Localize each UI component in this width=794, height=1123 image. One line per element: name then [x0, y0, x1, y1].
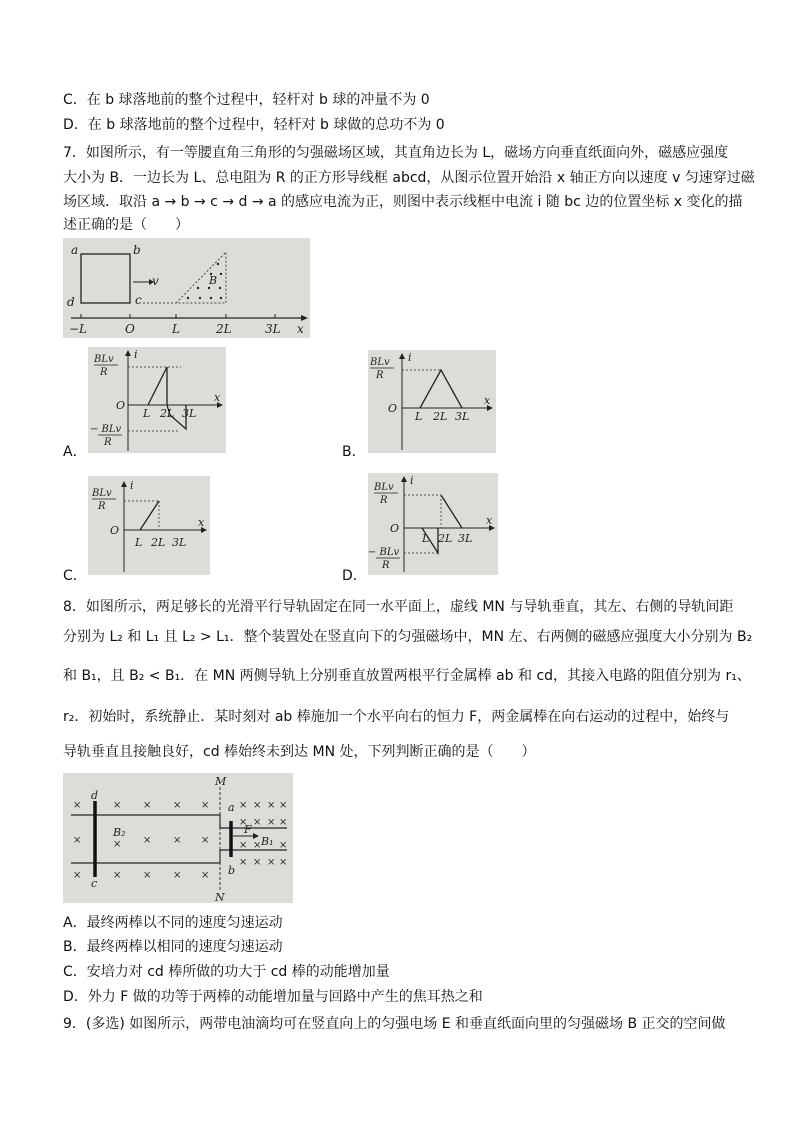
svg-text:×: ×	[279, 840, 288, 851]
graph-b[interactable]	[368, 350, 496, 453]
svg-text:b: b	[228, 864, 236, 877]
svg-text:×: ×	[201, 835, 210, 846]
svg-text:i: i	[408, 351, 412, 364]
svg-text:×: ×	[267, 857, 276, 868]
label-a: a	[71, 243, 79, 257]
svg-text:x: x	[486, 514, 493, 527]
wire-frame	[81, 254, 130, 303]
tick-2L: 2L	[216, 322, 232, 336]
svg-text:2L: 2L	[160, 407, 175, 420]
svg-text:x: x	[198, 516, 205, 529]
tick-3L: 3L	[265, 322, 281, 336]
svg-text:L: L	[422, 532, 430, 545]
svg-text:×: ×	[143, 800, 152, 811]
svg-text:x: x	[214, 391, 221, 404]
svg-text:×: ×	[267, 817, 276, 828]
q7-figure	[63, 238, 310, 338]
field-crosses	[73, 800, 287, 881]
svg-text:×: ×	[279, 800, 288, 811]
label-B: B	[209, 274, 218, 287]
svg-text:R: R	[380, 495, 388, 506]
svg-text:c: c	[91, 877, 98, 890]
axis-x-label: x	[297, 322, 304, 336]
svg-text:×: ×	[113, 800, 122, 811]
svg-text:×: ×	[239, 817, 248, 828]
graph-c-curve	[140, 501, 159, 530]
svg-text:d: d	[91, 789, 99, 802]
svg-text:×: ×	[173, 870, 182, 881]
magnetic-field-region	[176, 252, 226, 303]
label-c: c	[135, 293, 142, 307]
svg-text:2L: 2L	[433, 410, 448, 423]
svg-text:R: R	[382, 560, 390, 571]
svg-text:B₂: B₂	[113, 826, 126, 839]
svg-text:i: i	[410, 474, 414, 487]
q8-stem-line2: 分别为 L₂ 和 L₁ 且 L₂ > L₁．整个装置处在竖直向下的匀强磁场中，MN 左、右两侧的磁感应强度大小分别为 B₂	[63, 629, 753, 645]
svg-text:×: ×	[201, 870, 210, 881]
q8-stem-line4: r₂．初始时，系统静止．某时刻对 ab 棒施加一个水平向右的恒力 F，两金属棒在向右运动的过程中，始终与	[63, 709, 730, 725]
svg-text:×: ×	[253, 817, 262, 828]
svg-text:×: ×	[267, 800, 276, 811]
svg-text:O: O	[388, 402, 398, 415]
svg-text:×: ×	[113, 839, 122, 850]
svg-text:B₁: B₁	[261, 835, 274, 848]
svg-text:×: ×	[113, 870, 122, 881]
svg-text:R: R	[376, 370, 384, 381]
svg-text:N: N	[215, 891, 225, 903]
svg-text:×: ×	[279, 857, 288, 868]
label-v: v	[152, 274, 159, 288]
option-d-label[interactable]: D．	[342, 568, 367, 584]
svg-text:×: ×	[239, 857, 248, 868]
svg-text:3L: 3L	[458, 532, 473, 545]
q8-option-d[interactable]: D．外力 F 做的功等于两棒的动能增加量与回路中产生的焦耳热之和	[63, 989, 483, 1005]
svg-text:×: ×	[253, 857, 262, 868]
svg-text:i: i	[130, 479, 134, 492]
q7-stem-line2: 大小为 B．一边长为 L、总电阻为 R 的正方形导线框 abcd，从图示位置开始沿 x 轴正方向以速度 v 匀速穿过磁	[63, 170, 755, 186]
svg-text:×: ×	[173, 835, 182, 846]
option-c-label[interactable]: C．	[63, 568, 87, 584]
svg-text:− BLv: − BLv	[90, 424, 122, 435]
svg-text:O: O	[116, 399, 126, 412]
svg-text:R: R	[98, 501, 106, 512]
svg-text:O: O	[110, 524, 120, 537]
graph-d[interactable]	[368, 473, 498, 575]
tick-O: O	[125, 322, 135, 336]
svg-text:×: ×	[201, 800, 210, 811]
svg-text:O: O	[390, 522, 400, 535]
graph-a[interactable]	[88, 347, 226, 453]
label-b: b	[133, 243, 141, 257]
graph-c[interactable]	[88, 476, 210, 575]
option-b-label[interactable]: B．	[342, 444, 366, 460]
q6-option-c: C．在 b 球落地前的整个过程中，轻杆对 b 球的冲量不为 0	[63, 92, 430, 108]
svg-text:×: ×	[253, 800, 262, 811]
svg-text:2L: 2L	[151, 536, 166, 549]
q6-option-d: D．在 b 球落地前的整个过程中，轻杆对 b 球做的总功不为 0	[63, 117, 445, 133]
svg-text:×: ×	[73, 800, 82, 811]
svg-text:3L: 3L	[455, 410, 470, 423]
graph-a-curve	[148, 367, 167, 405]
svg-text:×: ×	[253, 840, 262, 851]
svg-text:x: x	[484, 394, 491, 407]
svg-text:BLv: BLv	[374, 482, 394, 493]
svg-text:i: i	[134, 348, 138, 361]
svg-text:3L: 3L	[182, 407, 197, 420]
q8-option-b[interactable]: B．最终两棒以相同的速度匀速运动	[63, 939, 283, 955]
label-d: d	[67, 295, 75, 309]
option-a-label[interactable]: A．	[63, 444, 87, 460]
svg-text:×: ×	[143, 835, 152, 846]
svg-text:3L: 3L	[172, 536, 187, 549]
svg-text:R: R	[104, 437, 112, 448]
tick-L: L	[172, 322, 180, 336]
svg-text:×: ×	[73, 870, 82, 881]
q8-stem-line3: 和 B₁，且 B₂ < B₁．在 MN 两侧导轨上分别垂直放置两根平行金属棒 ab 和 cd，其接入电路的阻值分别为 r₁、	[63, 668, 751, 684]
svg-text:2L: 2L	[438, 532, 453, 545]
svg-text:a: a	[228, 801, 235, 814]
q9-stem-line1: 9．(多选) 如图所示，两带电油滴均可在竖直向上的匀强电场 E 和垂直纸面向里的匀强磁场 B 正交的空间做	[63, 1016, 726, 1032]
q8-option-c[interactable]: C．安培力对 cd 棒所做的功大于 cd 棒的动能增加量	[63, 964, 390, 980]
tick-neg-L: −L	[69, 322, 88, 336]
svg-text:×: ×	[143, 870, 152, 881]
svg-text:BLv: BLv	[94, 354, 114, 365]
svg-text:×: ×	[279, 817, 288, 828]
graph-b-curve	[420, 370, 462, 408]
q7-stem-line1: 7．如图所示，有一等腰直角三角形的匀强磁场区域，其直角边长为 L，磁场方向垂直纸面向外，磁感应强度	[63, 145, 729, 161]
svg-text:L: L	[143, 407, 151, 420]
svg-text:M: M	[215, 775, 227, 788]
svg-text:F: F	[244, 823, 252, 836]
svg-text:− BLv: − BLv	[368, 547, 400, 558]
q8-option-a[interactable]: A．最终两棒以不同的速度匀速运动	[63, 915, 283, 931]
q8-figure	[63, 773, 293, 903]
svg-text:BLv: BLv	[92, 488, 112, 499]
svg-text:L: L	[415, 410, 423, 423]
svg-text:R: R	[100, 367, 108, 378]
svg-text:L: L	[135, 536, 143, 549]
q7-stem-line4: 述正确的是（ ）	[63, 217, 189, 233]
q8-stem-line1: 8．如图所示，两足够长的光滑平行导轨固定在同一水平面上，虚线 MN 与导轨垂直，其左、右侧的导轨间距	[63, 599, 734, 615]
q8-stem-line5: 导轨垂直且接触良好，cd 棒始终未到达 MN 处，下列判断正确的是（ ）	[63, 744, 536, 760]
svg-text:×: ×	[239, 800, 248, 811]
svg-text:×: ×	[173, 800, 182, 811]
svg-text:BLv: BLv	[370, 357, 390, 368]
svg-text:×: ×	[239, 840, 248, 851]
svg-text:×: ×	[73, 835, 82, 846]
q7-stem-line3: 场区域．取沿 a → b → c → d → a 的感应电流为正，则图中表示线框中电流 i 随 bc 边的位置坐标 x 变化的描	[63, 194, 743, 210]
